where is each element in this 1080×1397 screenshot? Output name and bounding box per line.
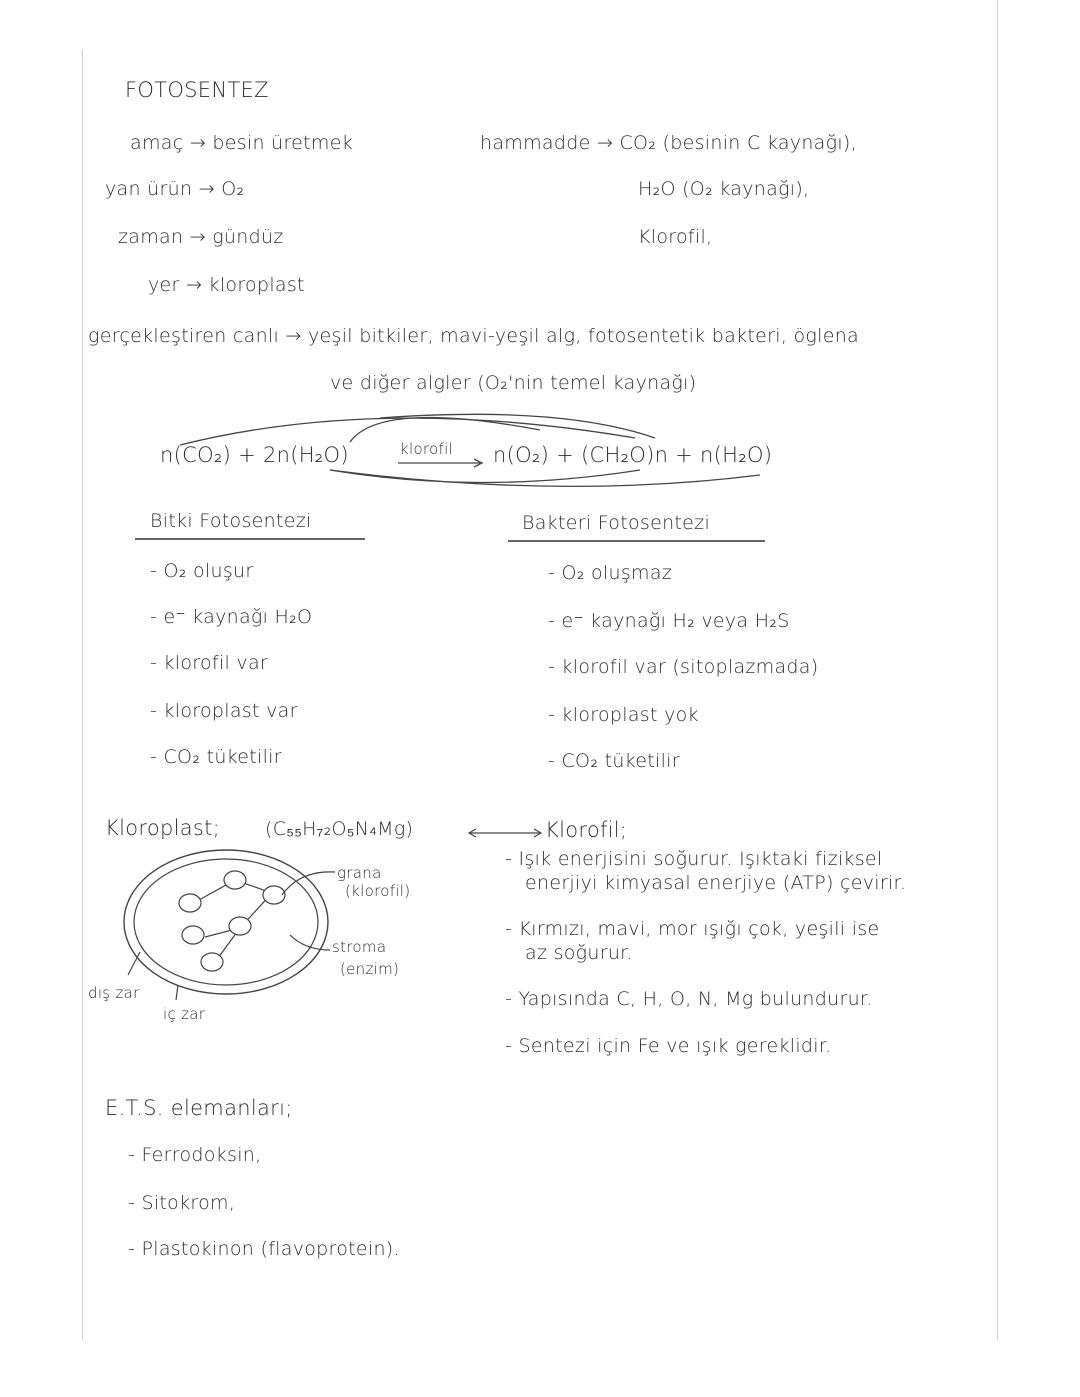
ets-item: - Ferrodoksin, [128,1144,262,1166]
plant-item: - O₂ oluşur [150,560,254,582]
label-grana-sub: (klorofil) [345,882,411,900]
bacteria-item: - e⁻ kaynağı H₂ veya H₂S [548,610,790,632]
fact-place: yer → kloroplast [148,274,305,296]
fact-byproduct: yan ürün → O₂ [105,178,245,200]
equation-products: n(O₂) + (CH₂O)n + n(H₂O) [493,443,773,467]
bacteria-item: - klorofil var (sitoplazmada) [548,656,819,678]
fact-purpose: amaç → besin üretmek [130,132,354,154]
label-grana: grana [337,864,382,882]
ets-heading: E.T.S. elemanları; [105,1096,293,1120]
bacteria-item: - CO₂ tüketilir [548,750,680,772]
page-title: FOTOSENTEZ [125,78,269,102]
label-outer-membrane: dış zar [88,984,140,1002]
plant-item: - klorofil var [150,652,269,674]
plant-header: Bitki Fotosentezi [150,510,312,532]
bacteria-item: - kloroplast yok [548,704,699,726]
fact-organisms-cont: ve diğer algler (O₂'nin temel kaynağı) [330,372,697,394]
ets-item: - Plastokinon (flavoprotein). [128,1238,400,1260]
plant-item: - kloroplast var [150,700,298,722]
chloroplast-diagram [124,850,335,1000]
chlorophyll-note: - Sentezi için Fe ve ışık gereklidir. [505,1035,832,1057]
plant-underline [135,538,365,540]
ets-item: - Sitokrom, [128,1192,236,1214]
chlorophyll-note: - Yapısında C, H, O, N, Mg bulundurur. [505,988,873,1010]
label-stroma: stroma [332,938,387,956]
fact-raw-2: H₂O (O₂ kaynağı), [638,178,810,200]
bacteria-underline [508,540,765,542]
fact-raw-3: Klorofil, [638,226,713,248]
equation-catalyst: klorofil [400,440,454,458]
bacteria-header: Bakteri Fotosentezi [522,512,711,534]
equation-reactants: n(CO₂) + 2n(H₂O) [160,443,349,467]
chlorophyll-note: az soğurur. [525,942,633,964]
chlorophyll-formula: (C₅₅H₇₂O₅N₄Mg) [265,818,414,840]
label-inner-membrane: iç zar [163,1005,206,1023]
plant-item: - e⁻ kaynağı H₂O [150,606,313,628]
chlorophyll-heading: Klorofil; [545,818,628,842]
bacteria-item: - O₂ oluşmaz [548,562,673,584]
chlorophyll-note: enerjiyi kimyasal enerjiye (ATP) çevirir. [525,872,907,894]
fact-organisms: gerçekleştiren canlı → yeşil bitkiler, mavi-yeşil alg, fotosentetik bakteri, öglena [88,325,859,347]
chlorophyll-note: - Işık enerjisini soğurur. Işıktaki fiziksel [505,848,883,870]
label-stroma-sub: (enzim) [340,960,400,978]
fact-raw-material: hammadde → CO₂ (besinin C kaynağı), [480,132,857,154]
chlorophyll-note: - Kırmızı, mavi, mor ışığı çok, yeşili ise [505,918,880,940]
fact-time: zaman → gündüz [118,226,284,248]
chloroplast-heading: Kloroplast; [105,816,221,840]
plant-item: - CO₂ tüketilir [150,746,282,768]
